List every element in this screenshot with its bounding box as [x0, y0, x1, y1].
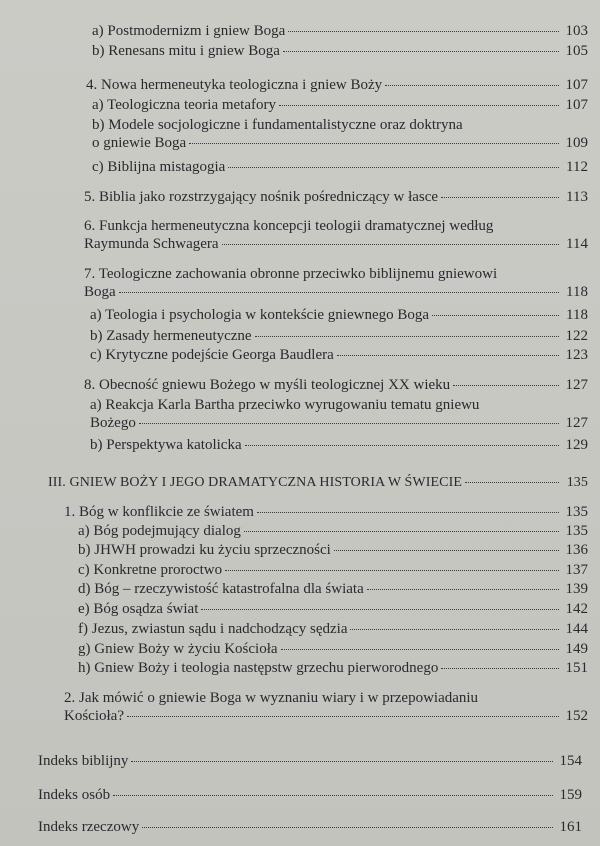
toc-entry	[90, 396, 588, 432]
toc-page-number: 105	[565, 43, 588, 59]
toc-entry	[78, 620, 588, 638]
toc-entry	[90, 436, 588, 454]
toc-entry-title: Indeks osób	[38, 787, 111, 803]
toc-entry	[78, 600, 588, 618]
toc-page-number: 107	[565, 77, 588, 93]
toc-entry	[92, 42, 588, 60]
dot-leader	[131, 761, 553, 762]
toc-entry-title: 8. Obecność gniewu Bożego w myśli teologicznej XX wieku	[84, 377, 451, 393]
toc-entry-title: o gniewie Boga	[92, 135, 187, 151]
toc-entry-title: III. GNIEW BOŻY I JEGO DRAMATYCZNA HISTORIA W ŚWIECIE	[48, 475, 462, 490]
dot-leader	[283, 51, 559, 52]
dot-leader	[441, 197, 559, 198]
dot-leader	[334, 550, 559, 551]
toc-page-number: 144	[565, 621, 588, 637]
dot-leader	[255, 336, 559, 337]
toc-entry-title: b) Zasady hermeneutyczne	[90, 328, 252, 344]
toc-page-number: 103	[565, 23, 588, 39]
dot-leader	[257, 512, 559, 513]
toc-entry	[92, 116, 588, 152]
toc-entry-title: Indeks rzeczowy	[38, 819, 140, 835]
toc-page-number: 118	[566, 307, 588, 323]
toc-entry	[90, 346, 588, 364]
dot-leader	[139, 423, 559, 424]
toc-page-number: 139	[565, 581, 588, 597]
toc-entry	[78, 522, 588, 540]
toc-entry	[64, 503, 588, 521]
toc-entry-title: g) Gniew Boży w życiu Kościoła	[78, 641, 278, 657]
toc-entry	[84, 188, 588, 206]
toc-entry-title: a) Teologia i psychologia w kontekście gniewnego Boga	[90, 307, 430, 323]
toc-entry-title: Indeks biblijny	[38, 753, 129, 769]
dot-leader	[222, 244, 559, 245]
toc-entry	[38, 752, 582, 770]
toc-entry	[86, 76, 588, 94]
toc-entry-title: b) Modele socjologiczne i fundamentalistyczne oraz doktryna	[92, 117, 463, 133]
dot-leader	[350, 629, 559, 630]
toc-page-number: 149	[565, 641, 588, 657]
toc-page-number: 109	[565, 135, 588, 151]
dot-leader	[142, 827, 553, 828]
toc-page-number: 127	[565, 415, 588, 431]
toc-entry-title: 6. Funkcja hermeneutyczna koncepcji teologii dramatycznej według	[84, 218, 494, 234]
dot-leader	[127, 716, 559, 717]
toc-page-number: 113	[566, 189, 588, 205]
toc-entry-title: Kościoła?	[64, 708, 124, 724]
toc-entry-title: e) Bóg osądza świat	[78, 601, 199, 617]
toc-page-number: 123	[565, 347, 588, 363]
toc-entry-title: a) Reakcja Karla Bartha przeciwko wyrugowaniu tematu gniewu	[90, 397, 480, 413]
toc-page-number: 112	[566, 159, 588, 175]
toc-entry-title: c) Krytyczne podejście Georga Baudlera	[90, 347, 334, 363]
toc-entry	[90, 306, 588, 324]
toc-entry	[92, 158, 588, 176]
toc-entry	[78, 659, 588, 677]
toc-entry-title: a) Postmodernizm i gniew Boga	[92, 23, 286, 39]
toc-entry-title: a) Bóg podejmujący dialog	[78, 523, 241, 539]
toc-entry-title: 1. Bóg w konflikcie ze światem	[64, 504, 254, 520]
dot-leader	[119, 292, 559, 293]
toc-entry-title: h) Gniew Boży i teologia następstw grzechu pierworodnego	[78, 660, 439, 676]
dot-leader	[228, 167, 559, 168]
toc-page-number: 129	[565, 437, 588, 453]
toc-entry-title: 5. Biblia jako rozstrzygający nośnik pośredniczący w łasce	[84, 189, 439, 205]
toc-page-number: 161	[559, 819, 582, 835]
toc-entry	[64, 689, 588, 725]
toc-page-number: 151	[565, 660, 588, 676]
toc-entry-title: 7. Teologiczne zachowania obronne przeciwko biblijnemu gniewowi	[84, 266, 498, 282]
toc-page-number: 159	[559, 787, 582, 803]
toc-entry-title: b) Perspektywa katolicka	[90, 437, 242, 453]
toc-entry-title: 2. Jak mówić o gniewie Boga w wyznaniu wiary i w przepowiadaniu	[64, 690, 479, 706]
toc-page-number: 122	[565, 328, 588, 344]
toc-page-number: 127	[565, 377, 588, 393]
dot-leader	[385, 85, 559, 86]
toc-entry-title: Bożego	[90, 415, 136, 431]
toc-entry	[78, 580, 588, 598]
toc-entry	[38, 818, 582, 836]
toc-page-number: 152	[565, 708, 588, 724]
dot-leader	[279, 105, 559, 106]
toc-entry	[84, 376, 588, 394]
toc-entry	[92, 96, 588, 114]
toc-entry-title: c) Konkretne proroctwo	[78, 562, 223, 578]
toc-entry	[78, 561, 588, 579]
toc-page-number: 142	[565, 601, 588, 617]
toc-entry	[48, 474, 588, 492]
toc-page-number: 114	[566, 236, 588, 252]
dot-leader	[201, 609, 559, 610]
dot-leader	[189, 143, 559, 144]
toc-entry	[78, 541, 588, 559]
dot-leader	[245, 445, 559, 446]
toc-entry-title: c) Biblijna mistagogia	[92, 159, 226, 175]
dot-leader	[281, 649, 559, 650]
dot-leader	[453, 385, 559, 386]
toc-entry	[92, 22, 588, 40]
toc-entry	[78, 640, 588, 658]
dot-leader	[113, 795, 553, 796]
dot-leader	[432, 315, 559, 316]
toc-entry-title: a) Teologiczna teoria metafory	[92, 97, 276, 113]
dot-leader	[337, 355, 559, 356]
toc-page-number: 154	[559, 753, 582, 769]
toc-page-number: 135	[565, 523, 588, 539]
toc-entry	[90, 327, 588, 345]
toc-entry-title: d) Bóg – rzeczywistość katastrofalna dla świata	[78, 581, 364, 597]
dot-leader	[288, 31, 559, 32]
toc-page-number: 135	[566, 475, 588, 490]
toc-entry-title: Boga	[84, 284, 116, 300]
dot-leader	[225, 570, 559, 571]
dot-leader	[465, 482, 559, 483]
dot-leader	[244, 531, 559, 532]
toc-page-number: 137	[565, 562, 588, 578]
toc-entry-title: 4. Nowa hermeneutyka teologiczna i gniew Boży	[86, 77, 383, 93]
toc-entry-title: f) Jezus, zwiastun sądu i nadchodzący sędzia	[78, 621, 348, 637]
toc-page-number: 135	[565, 504, 588, 520]
toc-page-number: 118	[566, 284, 588, 300]
dot-leader	[367, 589, 559, 590]
toc-entry	[84, 265, 588, 301]
dot-leader	[441, 668, 559, 669]
toc-entry	[38, 786, 582, 804]
toc-entry	[84, 217, 588, 253]
toc-page-number: 136	[565, 542, 588, 558]
toc-entry-title: b) JHWH prowadzi ku życiu sprzeczności	[78, 542, 331, 558]
toc-entry-title: Raymunda Schwagera	[84, 236, 219, 252]
toc-page-number: 107	[565, 97, 588, 113]
toc-entry-title: b) Renesans mitu i gniew Boga	[92, 43, 280, 59]
